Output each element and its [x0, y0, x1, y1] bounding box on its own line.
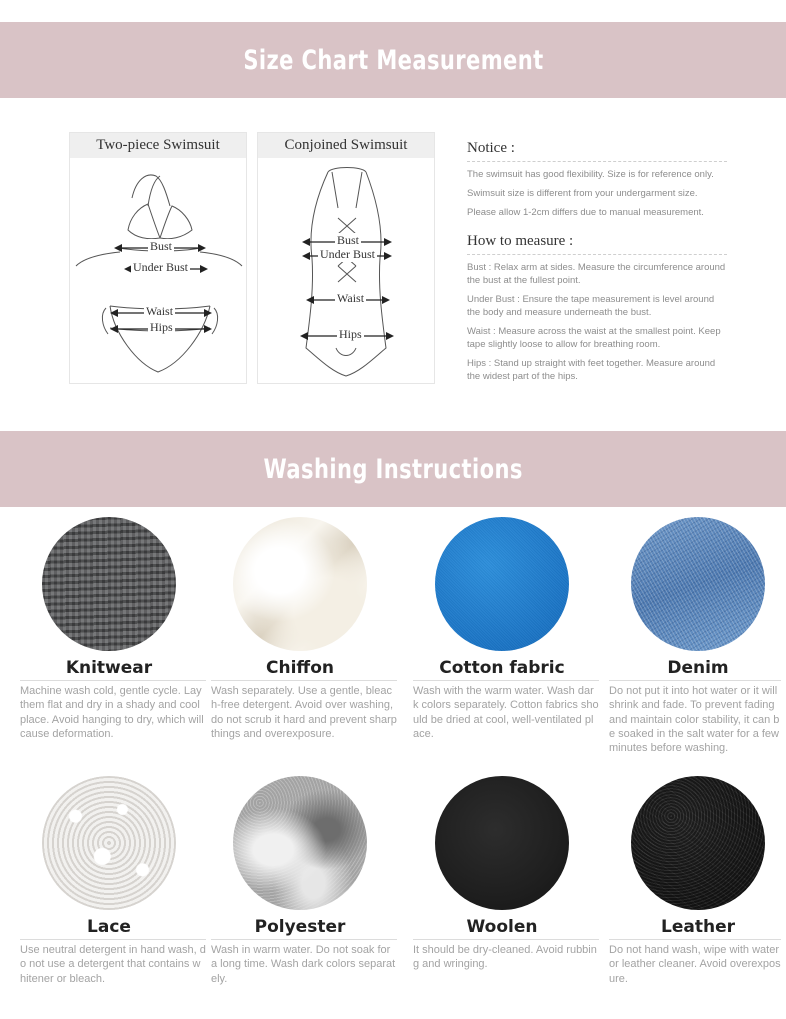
notice-item: Please allow 1-2cm differs due to manual measurement. — [467, 207, 704, 218]
divider — [211, 680, 397, 681]
fabric-name: Chiffon — [266, 658, 334, 678]
fabric-name: Knitwear — [65, 658, 153, 678]
divider — [413, 939, 599, 940]
denim-swatch — [631, 517, 765, 651]
how-to-item: Bust : Relax arm at sides. Measure the circumference around the bust at the fullest point. — [467, 262, 726, 286]
divider — [609, 680, 781, 681]
two-piece-heading: Two-piece Swimsuit — [70, 133, 246, 158]
how-to-item: Under Bust : Ensure the tape measurement is level around the body and measure underneath the bust. — [467, 294, 715, 318]
knitwear-swatch — [42, 517, 176, 651]
fabric-care-text: Do not put it into hot water or it will shrink and fade. To prevent fading and maintain color stability, it can be soaked in the salt water for a few minutes before washing. — [609, 685, 780, 755]
fabric-name: Denim — [667, 658, 729, 678]
woolen-swatch — [435, 776, 569, 910]
how-to-item: Waist : Measure across the waist at the smallest point. Keep tape slightly loose to allow for breathing room. — [467, 326, 721, 350]
fabric-care-text: Use neutral detergent in hand wash, do not use a detergent that contains whitener or bleach. — [20, 944, 206, 985]
fabric-care-text: Wash separately. Use a gentle, bleach-free detergent. Avoid over washing, do not scrub it hard and prevent sharp things and overexposure. — [211, 685, 397, 740]
notice-title: Notice : — [467, 140, 727, 162]
lace-swatch — [42, 776, 176, 910]
notice-item: Swimsuit size is different from your undergarment size. — [467, 188, 698, 199]
how-to-measure-title: How to measure : — [467, 233, 727, 255]
divider — [20, 680, 206, 681]
fabric-care-text: Do not hand wash, wipe with water or leather cleaner. Avoid overexposure. — [609, 944, 781, 985]
fabric-name: Polyester — [254, 917, 346, 937]
leather-swatch — [631, 776, 765, 910]
fabric-care-text: It should be dry-cleaned. Avoid rubbing and wringing. — [413, 944, 597, 971]
one-piece-illustration — [258, 158, 436, 384]
washing-banner — [0, 431, 786, 507]
two-piece-waist-label: Waist — [146, 304, 174, 318]
two-piece-bust-label: Bust — [150, 239, 173, 253]
conjoined-heading: Conjoined Swimsuit — [258, 133, 434, 158]
divider — [211, 939, 397, 940]
fabric-care-text: Machine wash cold, gentle cycle. Lay them flat and dry in a shady and cool place. Avoid hanging to dry, which will cause deformation. — [20, 685, 204, 740]
size-chart-title: Size Chart Measurement — [242, 44, 544, 76]
two-piece-underbust-label: Under Bust — [133, 260, 188, 274]
divider — [413, 680, 599, 681]
conjoined-hips-label: Hips — [339, 327, 362, 341]
polyester-swatch — [233, 776, 367, 910]
cotton-swatch — [435, 517, 569, 651]
divider — [609, 939, 781, 940]
measurement-notes — [467, 140, 727, 389]
two-piece-hips-label: Hips — [150, 320, 173, 334]
fabric-name: Cotton fabric — [439, 658, 565, 678]
washing-title: Washing Instructions — [263, 453, 523, 485]
how-to-item: Hips : Stand up straight with feet together. Measure around the widest part of the hips. — [467, 358, 716, 382]
notice-item: The swimsuit has good flexibility. Size is for reference only. — [467, 169, 714, 180]
conjoined-waist-label: Waist — [337, 291, 365, 305]
fabric-name: Woolen — [466, 917, 538, 937]
size-chart-banner — [0, 22, 786, 98]
fabric-name: Leather — [661, 917, 735, 937]
divider — [20, 939, 206, 940]
two-piece-diagram-card — [69, 132, 247, 384]
fabric-care-text: Wash with the warm water. Wash dark colors separately. Cotton fabrics should be dried at cool, well-ventilated place. — [413, 685, 599, 740]
conjoined-diagram-card — [257, 132, 435, 384]
conjoined-bust-label: Bust — [337, 233, 360, 247]
fabric-name: Lace — [87, 917, 131, 937]
chiffon-swatch — [233, 517, 367, 651]
conjoined-underbust-label: Under Bust — [320, 247, 375, 261]
fabric-care-text: Wash in warm water. Do not soak for a long time. Wash dark colors separately. — [211, 944, 396, 985]
